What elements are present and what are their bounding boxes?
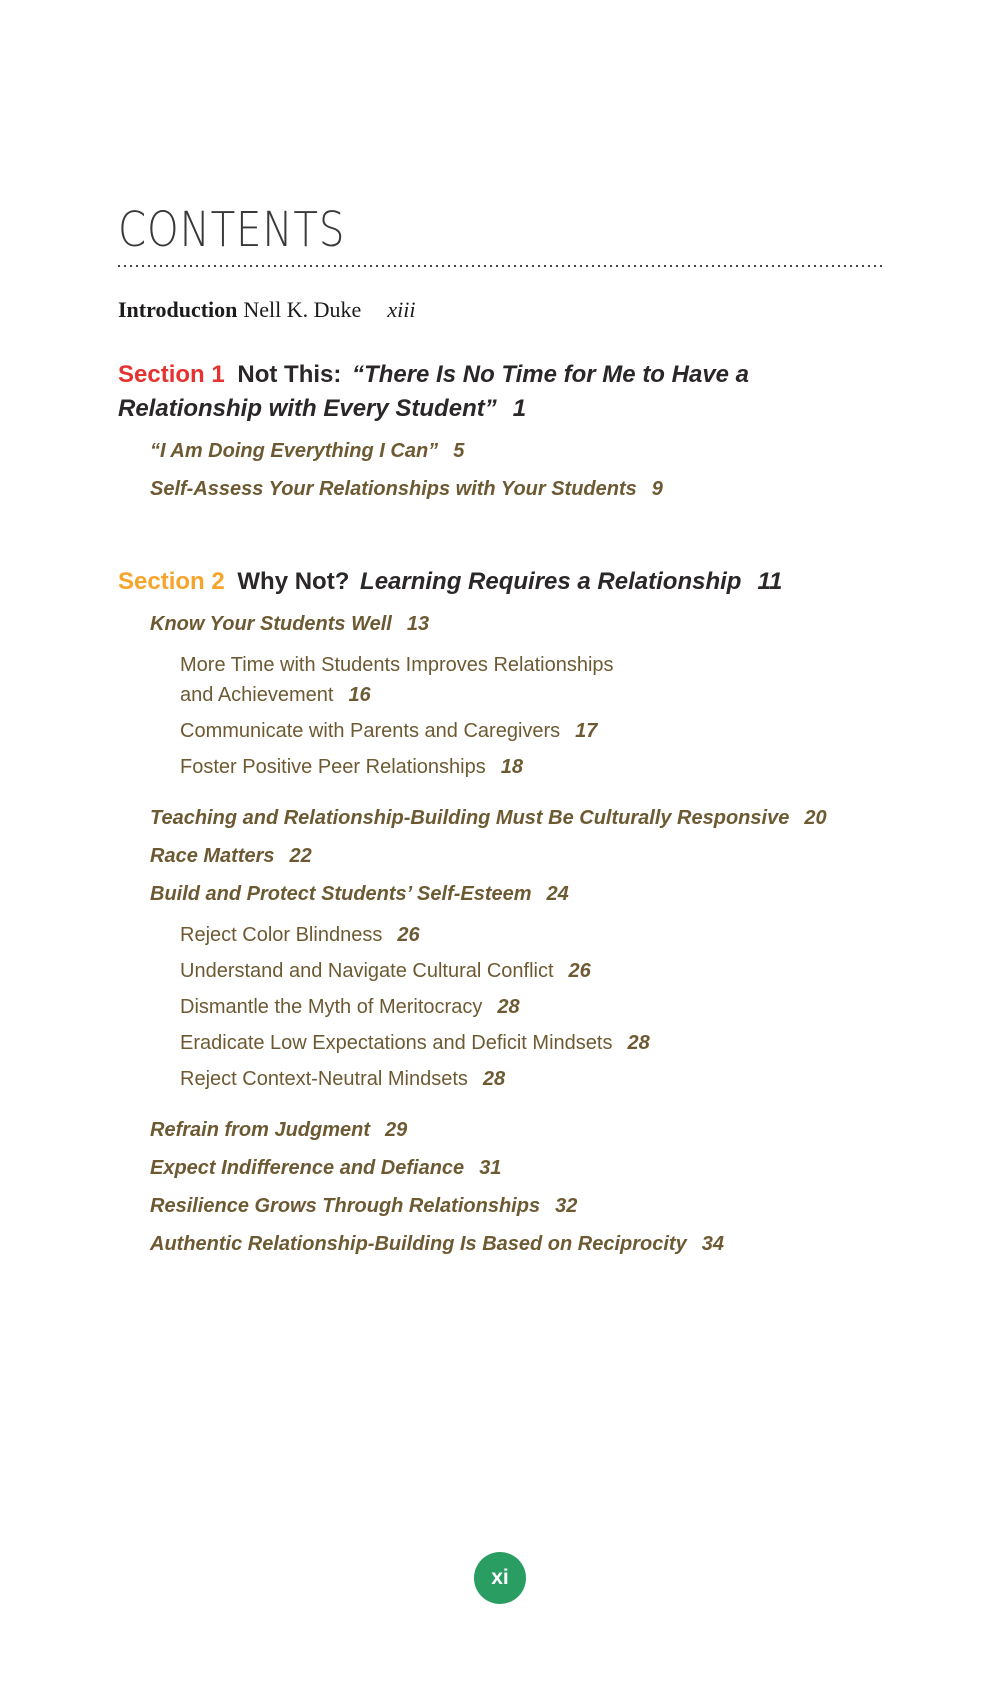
toc-item-text: Understand and Navigate Cultural Conflict — [180, 960, 554, 982]
page-title: CONTENTS — [118, 202, 346, 258]
toc-item — [180, 752, 882, 782]
toc-item-text: Know Your Students Well — [150, 613, 392, 635]
section-2-number: Section 2 — [118, 568, 225, 595]
toc-item — [180, 1028, 882, 1058]
page-number: 5 — [453, 440, 465, 462]
section-2-title: Why Not? — [237, 568, 350, 595]
toc-item — [150, 806, 882, 830]
toc-item — [180, 650, 650, 710]
toc-item — [150, 1156, 882, 1180]
introduction-label: Introduction — [118, 297, 238, 322]
introduction-author: Nell K. Duke — [243, 297, 362, 322]
toc-item-text: Build and Protect Students’ Self-Esteem — [150, 883, 532, 905]
page-number: 32 — [555, 1195, 578, 1217]
dotted-divider — [118, 264, 882, 267]
page-number: 31 — [479, 1157, 502, 1179]
toc-item — [180, 1064, 882, 1094]
toc-item — [150, 844, 882, 868]
toc-item-text: Expect Indifference and Defiance — [150, 1157, 465, 1179]
toc-item-text: “I Am Doing Everything I Can” — [150, 440, 439, 462]
page-number: 9 — [651, 478, 663, 500]
page-number: 26 — [568, 960, 591, 982]
toc-item — [180, 716, 882, 746]
page-number: 24 — [546, 883, 569, 905]
toc-item — [150, 477, 882, 501]
toc-item — [150, 1118, 882, 1142]
page-number: 26 — [397, 924, 420, 946]
page-number: 28 — [627, 1032, 650, 1054]
toc-item — [180, 992, 882, 1022]
toc-item-text: Reject Color Blindness — [180, 924, 383, 946]
page-number: 29 — [385, 1119, 408, 1141]
toc-item-text: More Time with Students Improves Relationships and Achievement — [180, 654, 614, 706]
page-number: 20 — [804, 807, 827, 829]
toc-item — [150, 1232, 882, 1256]
toc-item — [150, 439, 882, 463]
page-number: 17 — [575, 720, 598, 742]
toc-item-text: Foster Positive Peer Relationships — [180, 756, 486, 778]
toc-item — [150, 1194, 882, 1218]
toc-item-text: Self-Assess Your Relationships with Your Students — [150, 478, 637, 500]
toc-item-text: Eradicate Low Expectations and Deficit Mindsets — [180, 1032, 613, 1054]
toc-item-text: Resilience Grows Through Relationships — [150, 1195, 541, 1217]
contents-page — [0, 202, 1000, 1699]
section-1-title: Not This: — [237, 361, 342, 388]
page-number: 28 — [482, 1068, 506, 1090]
page-number-badge: xi — [474, 1552, 526, 1604]
page-number: 18 — [500, 756, 523, 778]
page-number: 22 — [289, 845, 312, 867]
toc-item-text: Teaching and Relationship-Building Must Be Culturally Responsive — [150, 807, 790, 829]
page-number: 16 — [348, 684, 371, 706]
page-number: 28 — [497, 996, 520, 1018]
toc-item-text: Race Matters — [150, 845, 275, 867]
section-2-block — [118, 565, 882, 1256]
toc-item-text: Communicate with Parents and Caregivers — [180, 720, 561, 742]
toc-item-text: Refrain from Judgment — [150, 1119, 371, 1141]
toc-item — [150, 882, 882, 906]
section-1-page-number: 1 — [512, 395, 527, 422]
section-1-block — [118, 358, 882, 501]
introduction-entry — [118, 297, 882, 323]
section-2-heading — [118, 565, 882, 599]
toc-item — [150, 612, 882, 636]
section-1-heading — [118, 358, 808, 426]
section-2-subtitle: Learning Requires a Relationship — [360, 568, 742, 595]
toc-item-text: Authentic Relationship-Building Is Based on Reciprocity — [150, 1233, 687, 1255]
toc-item-text: Reject Context-Neutral Mindsets — [180, 1068, 468, 1090]
section-1-subtitle: “There Is No Time for Me to Have a Relationship with Every Student” — [118, 361, 750, 422]
section-2-page-number: 11 — [757, 568, 783, 595]
page-number: 13 — [406, 613, 430, 635]
introduction-page-number: xiii — [387, 297, 416, 322]
toc-item — [180, 956, 882, 986]
page-number: 34 — [701, 1233, 724, 1255]
section-1-number: Section 1 — [118, 361, 225, 388]
toc-item-text: Dismantle the Myth of Meritocracy — [180, 996, 483, 1018]
toc-item — [180, 920, 882, 950]
